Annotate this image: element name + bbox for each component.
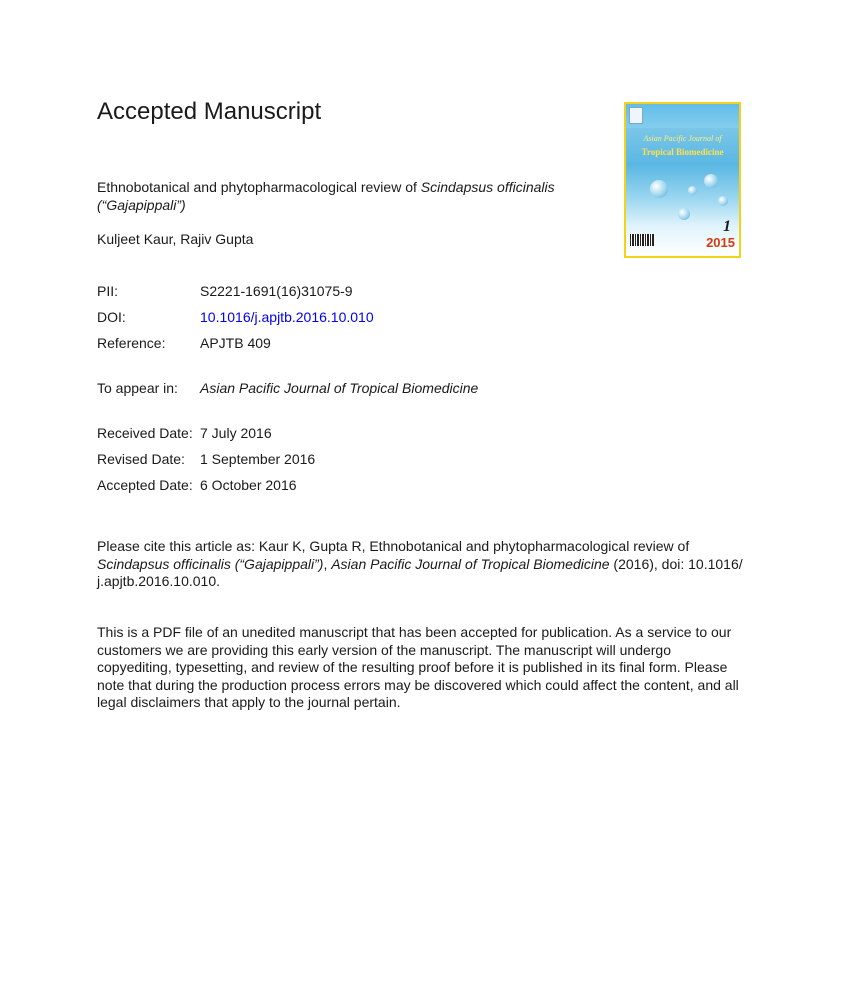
pii-value: S2221-1691(16)31075-9 xyxy=(200,283,353,299)
cover-bubble xyxy=(688,186,697,195)
accepted-value: 6 October 2016 xyxy=(200,477,297,493)
manuscript-notice: This is a PDF file of an unedited manuscript that has been accepted for publication. As a service to our customers we are providing this early version of the manuscript. The manuscript will undergo copyediting, typesetting, and review of the resulting proof before it is published in its final form. Please note that during the production process errors may be discovered which could affect the content, and all legal disclaimers that apply to the journal pertain. xyxy=(97,624,739,710)
received-value: 7 July 2016 xyxy=(200,425,272,441)
doi-link[interactable]: 10.1016/j.apjtb.2016.10.010 xyxy=(200,309,374,325)
cover-bubble xyxy=(650,180,668,198)
appear-value: Asian Pacific Journal of Tropical Biomedicine xyxy=(200,380,479,396)
received-label: Received Date: xyxy=(97,425,193,441)
pii-label: PII: xyxy=(97,283,119,299)
reference-row xyxy=(97,335,271,351)
citation-sep: , xyxy=(323,555,332,572)
received-row xyxy=(97,425,272,441)
cover-journal-line1: Asian Pacific Journal of xyxy=(643,134,722,143)
article-title-text: Ethnobotanical and phytopharmacological review of xyxy=(97,179,421,195)
citation-suffix: (2016), doi: 10.1016/ j.apjtb.2016.10.010. xyxy=(97,555,743,589)
cover-barcode-icon xyxy=(630,234,654,246)
cover-bubble xyxy=(704,174,718,188)
doi-label: DOI: xyxy=(97,309,126,325)
doi-row xyxy=(97,309,374,325)
cover-year: 2015 xyxy=(706,235,735,250)
appear-row xyxy=(97,380,478,396)
publisher-logo-icon xyxy=(629,107,643,124)
accepted-label: Accepted Date: xyxy=(97,477,193,493)
citation-journal: Asian Pacific Journal of Tropical Biomedicine xyxy=(331,555,610,572)
authors: Kuljeet Kaur, Rajiv Gupta xyxy=(97,231,254,247)
page-heading: Accepted Manuscript xyxy=(97,98,322,125)
reference-value: APJTB 409 xyxy=(200,335,271,351)
citation-prefix: Please cite this article as: Kaur K, Gupta R, Ethnobotanical and phytopharmacological review of xyxy=(97,538,690,554)
reference-label: Reference: xyxy=(97,335,166,351)
cover-issue-number: 1 xyxy=(723,218,731,235)
cover-journal-line2: Tropical Biomedicine xyxy=(641,147,724,157)
appear-label: To appear in: xyxy=(97,380,178,396)
pii-row xyxy=(97,283,353,299)
accepted-row xyxy=(97,477,297,493)
cover-bubble xyxy=(678,208,690,220)
revised-value: 1 September 2016 xyxy=(200,451,316,467)
citation-species: Scindapsus officinalis (“Gajapippali”) xyxy=(97,555,324,572)
revised-row xyxy=(97,451,315,467)
revised-label: Revised Date: xyxy=(97,451,185,467)
cover-bubble xyxy=(718,196,728,206)
journal-cover xyxy=(624,102,741,258)
article-title-species: Scindapsus officinalis (“Gajapippali”) xyxy=(97,179,555,213)
article-title xyxy=(97,178,567,214)
citation xyxy=(97,538,747,591)
